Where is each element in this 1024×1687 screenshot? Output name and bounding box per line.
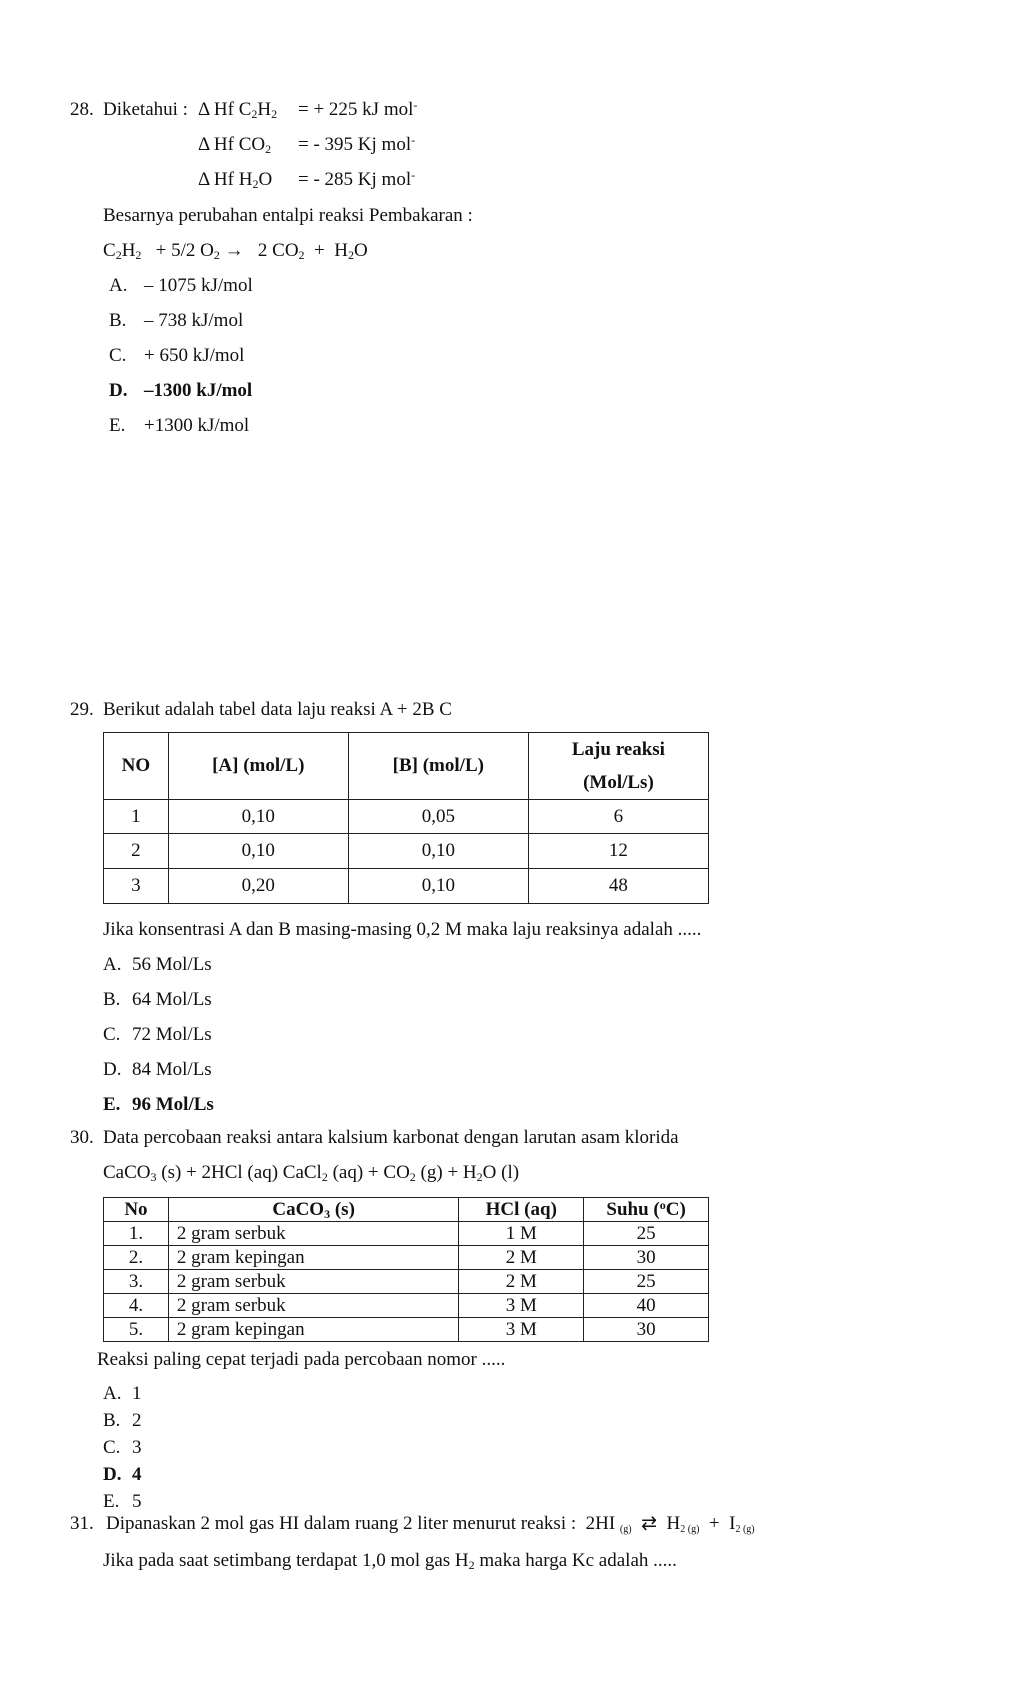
table-cell: 0,10 [348, 834, 528, 869]
option-b [103, 1411, 142, 1430]
q28-intro: Diketahui : [103, 99, 188, 120]
option-letter: A. [103, 954, 122, 975]
table-cell: 2 gram serbuk [168, 1222, 459, 1246]
table-header: [B] (mol/L) [348, 733, 528, 800]
option-b [109, 311, 243, 330]
q28-equation: $C_2H_2 + 5/2$ $O_2 \to 2$ $CO_2 + H_2O$ [103, 240, 368, 262]
q30-question: Reaksi paling cepat terjadi pada percobaan nomor ..... [97, 1349, 506, 1370]
option-e [103, 1095, 214, 1114]
value: = + 225 kJ mol- [298, 98, 418, 120]
option-text: 72 Mol/Ls [132, 1024, 212, 1045]
table-cell: 2 gram kepingan [168, 1246, 459, 1270]
value: = - 395 Kj mol- [298, 133, 416, 155]
q28-given-1 [198, 98, 418, 121]
option-c [103, 1025, 212, 1044]
option-c [103, 1438, 142, 1457]
option-text: 84 Mol/Ls [132, 1059, 212, 1080]
option-letter: B. [109, 310, 127, 331]
option-d [103, 1465, 142, 1484]
table-header: CaCO$_3$ (s) [168, 1198, 459, 1222]
option-letter: E. [109, 415, 126, 436]
option-text: + 650 kJ/mol [144, 345, 245, 366]
table-header: Suhu ($^o$C) [584, 1198, 709, 1222]
rate-header-line2: (Mol/Ls) [583, 772, 654, 793]
table-cell: 2. [104, 1246, 169, 1270]
option-letter: A. [109, 275, 128, 296]
option-text: 5 [132, 1491, 142, 1512]
option-letter: E. [103, 1491, 120, 1512]
rate-data-table [103, 732, 709, 904]
q29-question: Jika konsentrasi A dan B masing-masing 0,2 M maka laju reaksinya adalah ..... [103, 919, 702, 940]
option-letter: C. [103, 1437, 121, 1458]
experiment-table [103, 1197, 709, 1342]
q31-intro: Dipanaskan 2 mol gas HI dalam ruang 2 liter menurut reaksi : 2HI (g) ⇄ H2 (g) + I2 (g) [106, 1513, 755, 1535]
table-header: No [104, 1198, 169, 1222]
table-cell: 25 [584, 1270, 709, 1294]
option-letter: A. [103, 1383, 122, 1404]
option-a [103, 955, 212, 974]
table-cell: 3 M [459, 1294, 584, 1318]
table-cell: 2 M [459, 1270, 584, 1294]
option-letter: C. [103, 1024, 121, 1045]
table-cell: 1 [104, 800, 169, 834]
q28-number: 28. [70, 99, 94, 120]
q29-intro: Berikut adalah tabel data laju reaksi A + 2B C [103, 699, 452, 720]
table-cell: 48 [528, 869, 708, 904]
table-cell: 0,20 [168, 869, 348, 904]
option-a [109, 276, 253, 295]
option-e [103, 1492, 142, 1511]
delta-label: Δ Hf [198, 99, 234, 120]
table-row [104, 1222, 709, 1246]
table-cell: 6 [528, 800, 708, 834]
delta-label: Δ Hf [198, 169, 234, 190]
table-cell: 30 [584, 1318, 709, 1342]
delta-label: Δ Hf [198, 134, 234, 155]
option-a [103, 1384, 142, 1403]
option-text: 64 Mol/Ls [132, 989, 212, 1010]
table-cell: 0,10 [348, 869, 528, 904]
q28-given-3 [198, 168, 416, 191]
table-row [104, 1318, 709, 1342]
table-cell: 0,10 [168, 834, 348, 869]
option-c [109, 346, 244, 365]
option-text: – 738 kJ/mol [144, 310, 244, 331]
q30-intro: Data percobaan reaksi antara kalsium karbonat dengan larutan asam klorida [103, 1127, 679, 1148]
table-cell: 1 M [459, 1222, 584, 1246]
table-row [104, 1270, 709, 1294]
option-letter: D. [103, 1464, 122, 1485]
table-row [104, 1246, 709, 1270]
option-text: –1300 kJ/mol [144, 380, 253, 401]
table-cell: 12 [528, 834, 708, 869]
table-header: [A] (mol/L) [168, 733, 348, 800]
value: = - 285 Kj mol- [298, 168, 416, 190]
q31-question: Jika pada saat setimbang terdapat 1,0 mol gas $H_2$ maka harga Kc adalah ..... [103, 1550, 677, 1572]
table-cell: 2 gram serbuk [168, 1294, 459, 1318]
option-text: – 1075 kJ/mol [144, 275, 253, 296]
table-cell: 2 M [459, 1246, 584, 1270]
option-letter: D. [109, 380, 128, 401]
table-cell: 3 [104, 869, 169, 904]
table-cell: 2 [104, 834, 169, 869]
option-text: 96 Mol/Ls [132, 1094, 214, 1115]
table-cell: 40 [584, 1294, 709, 1318]
option-text: 3 [132, 1437, 142, 1458]
option-letter: E. [103, 1094, 121, 1115]
compound: $CO_2$ [238, 134, 272, 156]
option-text: +1300 kJ/mol [144, 415, 250, 436]
option-text: 2 [132, 1410, 142, 1431]
option-d [103, 1060, 212, 1079]
option-text: 56 Mol/Ls [132, 954, 212, 975]
table-row [104, 1294, 709, 1318]
table-row [104, 834, 709, 869]
compound: $C_2H_2$ [238, 99, 278, 121]
option-letter: D. [103, 1059, 122, 1080]
table-cell: 0,10 [168, 800, 348, 834]
table-cell: 25 [584, 1222, 709, 1246]
table-header: NO [104, 733, 169, 800]
q31-number: 31. [70, 1513, 94, 1534]
table-cell: 3 M [459, 1318, 584, 1342]
table-cell: 1. [104, 1222, 169, 1246]
table-header: HCl (aq) [459, 1198, 584, 1222]
option-text: 1 [132, 1383, 142, 1404]
q28-given-2 [198, 133, 416, 156]
option-d [109, 381, 252, 400]
q30-equation: CaCO$_3$ (s) + 2HCl (aq) CaCl$_2$ $(aq) + CO_2$ $(g) + H_2O$ (l) [103, 1162, 520, 1184]
rate-header-line1: Laju reaksi [571, 739, 665, 760]
table-row [104, 800, 709, 834]
table-cell: 3. [104, 1270, 169, 1294]
table-header [528, 733, 708, 800]
option-e [109, 416, 249, 435]
compound: $H_2O$ [238, 169, 273, 191]
q28-question: Besarnya perubahan entalpi reaksi Pembakaran : [103, 205, 473, 226]
table-cell: 2 gram kepingan [168, 1318, 459, 1342]
table-cell: 5. [104, 1318, 169, 1342]
option-b [103, 990, 212, 1009]
option-text: 4 [132, 1464, 142, 1485]
q30-number: 30. [70, 1127, 94, 1148]
option-letter: B. [103, 1410, 121, 1431]
q29-number: 29. [70, 699, 94, 720]
option-letter: B. [103, 989, 121, 1010]
table-cell: 4. [104, 1294, 169, 1318]
table-cell: 30 [584, 1246, 709, 1270]
option-letter: C. [109, 345, 127, 366]
table-row [104, 869, 709, 904]
table-cell: 2 gram serbuk [168, 1270, 459, 1294]
table-cell: 0,05 [348, 800, 528, 834]
